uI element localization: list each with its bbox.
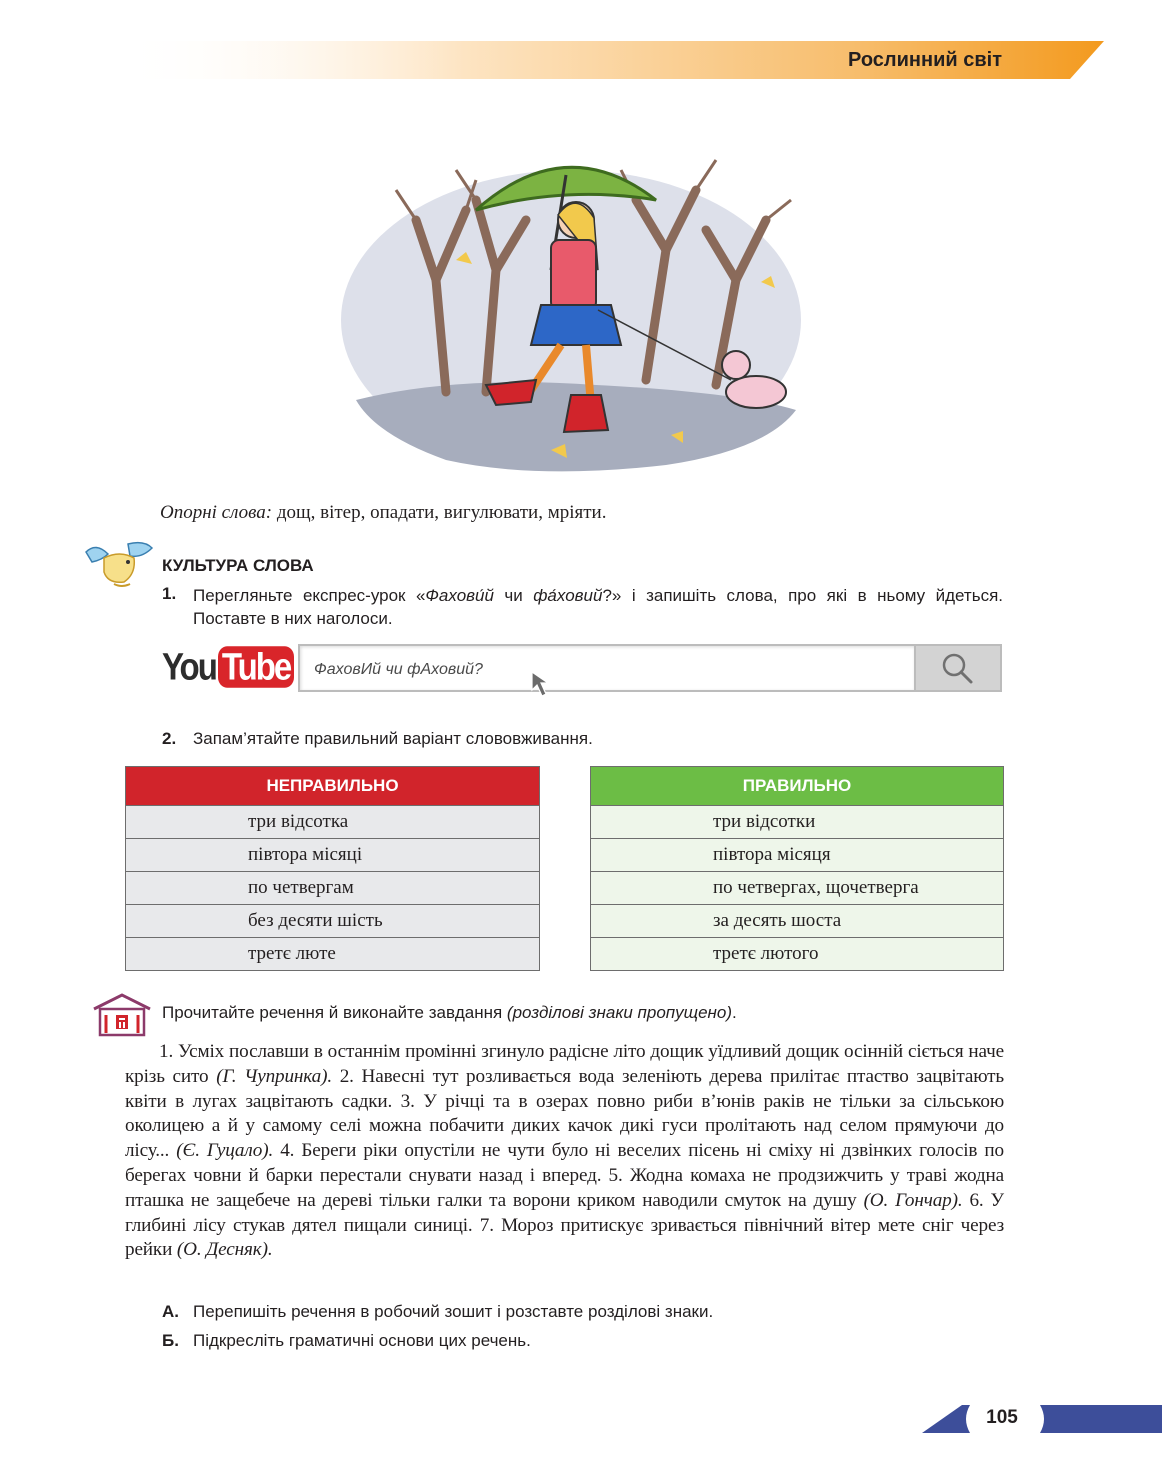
- youtube-logo-you: You: [162, 645, 216, 688]
- reading-instruction-note: (розділові знаки пропущено): [506, 1003, 733, 1022]
- passage-author-2: (Є. Гуцало).: [176, 1140, 274, 1162]
- youtube-logo: [162, 647, 294, 687]
- subtask-b-letter: Б.: [162, 1331, 179, 1350]
- task-2-number: 2.: [162, 729, 177, 748]
- passage-author-3: (О. Гончар).: [863, 1189, 963, 1211]
- table-row: [591, 938, 1004, 971]
- table-row: [591, 839, 1004, 872]
- table-row: [591, 905, 1004, 938]
- search-query-text: ФаховИй чи фАховий?: [314, 661, 483, 678]
- passage-part-2: 2. Навесні тут розливається вода зеленіють дерева прилітає птаство зацвітають квіти в лугах зацвітають садки. 3. У річці та в озерах повно риби в’юнів раків не тільки за сільською околицею а й у самому селі можна побачити диких качок дикі гуси пролітають над селом прямуючи до лісу...: [125, 1065, 1005, 1162]
- task-2-text: Запам’ятайте правильний варіант слововживання.: [193, 729, 593, 748]
- correct-cell: по четвергах, щочетверга: [591, 872, 1004, 905]
- support-words-lead: Опорні слова:: [160, 502, 273, 523]
- illustration-girl-with-umbrella: [336, 130, 806, 480]
- table-row: [591, 872, 1004, 905]
- incorrect-cell: третє люте: [126, 938, 540, 971]
- subtask-a-letter: А.: [162, 1302, 179, 1321]
- table-row: [126, 839, 540, 872]
- support-words-list: дощ, вітер, опадати, вигулювати, мріяти.: [276, 502, 607, 523]
- incorrect-usage-table: [125, 766, 540, 971]
- page-number: 105: [986, 1407, 1018, 1428]
- search-icon: [916, 646, 1000, 690]
- incorrect-cell: без десяти шість: [126, 905, 540, 938]
- incorrect-cell: півтора місяці: [126, 839, 540, 872]
- passage-part-1: 1. Усміх пославши в останнім промінні згинуло радісне літо дощик уїдливий дощик осінній сіється наче крізь сито: [125, 1041, 1004, 1087]
- reading-instruction-text: Прочитайте речення й виконайте завдання: [162, 1003, 503, 1022]
- culture-heading: КУЛЬТУРА СЛОВА: [162, 556, 314, 575]
- task-1-word-1: Фахови́й: [425, 586, 494, 605]
- support-words: [160, 502, 606, 524]
- table-row: [126, 938, 540, 971]
- correct-usage-table: [590, 766, 1004, 971]
- subtask-b-text: Підкресліть граматичні основи цих речень.: [193, 1331, 531, 1350]
- correct-cell: три відсотки: [591, 806, 1004, 839]
- correct-cell: за десять шоста: [591, 905, 1004, 938]
- subtask-a-text: Перепишіть речення в робочий зошит і розставте розділові знаки.: [193, 1302, 714, 1321]
- search-button[interactable]: [916, 644, 1002, 692]
- passage-author-1: (Г. Чупринка).: [216, 1065, 332, 1087]
- reading-passage: [125, 1040, 1004, 1263]
- passage-part-4: 6. У глибині лісу стукав дятел пищали синиці. 7. Мороз притискує зривається північний вітер мете сніг через рейки: [125, 1189, 1004, 1261]
- reading-instruction: [162, 1003, 737, 1023]
- passage-author-4: (О. Десняк).: [176, 1239, 273, 1261]
- page-number-band: [922, 1405, 1162, 1433]
- culture-bird-icon: [84, 540, 154, 590]
- incorrect-cell: по четвергам: [126, 872, 540, 905]
- task-1-number: 1.: [162, 584, 177, 603]
- incorrect-header: НЕПРАВИЛЬНО: [126, 767, 540, 806]
- youtube-logo-tube: Tube: [218, 646, 294, 687]
- table-row: [126, 872, 540, 905]
- task-1-text: [193, 584, 1003, 630]
- passage-part-3: 4. Береги ріки опустіли не чути було ні веселих пісень ні сміху ні дзвінких голосів по берегах човни й барки перестали снувати назад і вперед. 5. Жодна комаха не продзижчить у траві жодна пташка не защебече на дереві тільки галки та ворони криком наводили смуток на душу: [125, 1140, 1004, 1211]
- search-input[interactable]: [298, 644, 916, 692]
- cursor-arrow-icon: [528, 670, 558, 700]
- task-1-text-after: ?» і запишіть слова, про які в ньому йдеться. Поставте в них наголоси.: [193, 586, 1003, 628]
- task-1-word-2: фа́ховий: [533, 586, 603, 605]
- table-row: [126, 806, 540, 839]
- reading-instruction-end: .: [732, 1003, 737, 1022]
- task-1-text-mid: чи: [493, 586, 534, 605]
- task-1-text-before: Перегляньте експрес-урок «: [193, 586, 426, 605]
- incorrect-cell: три відсотка: [126, 806, 540, 839]
- section-title: Рослинний світ: [848, 49, 1002, 71]
- reading-house-icon: [92, 993, 152, 1037]
- table-row: [126, 905, 540, 938]
- correct-cell: третє лютого: [591, 938, 1004, 971]
- correct-header: ПРАВИЛЬНО: [591, 767, 1004, 806]
- table-row: [591, 806, 1004, 839]
- correct-cell: півтора місяця: [591, 839, 1004, 872]
